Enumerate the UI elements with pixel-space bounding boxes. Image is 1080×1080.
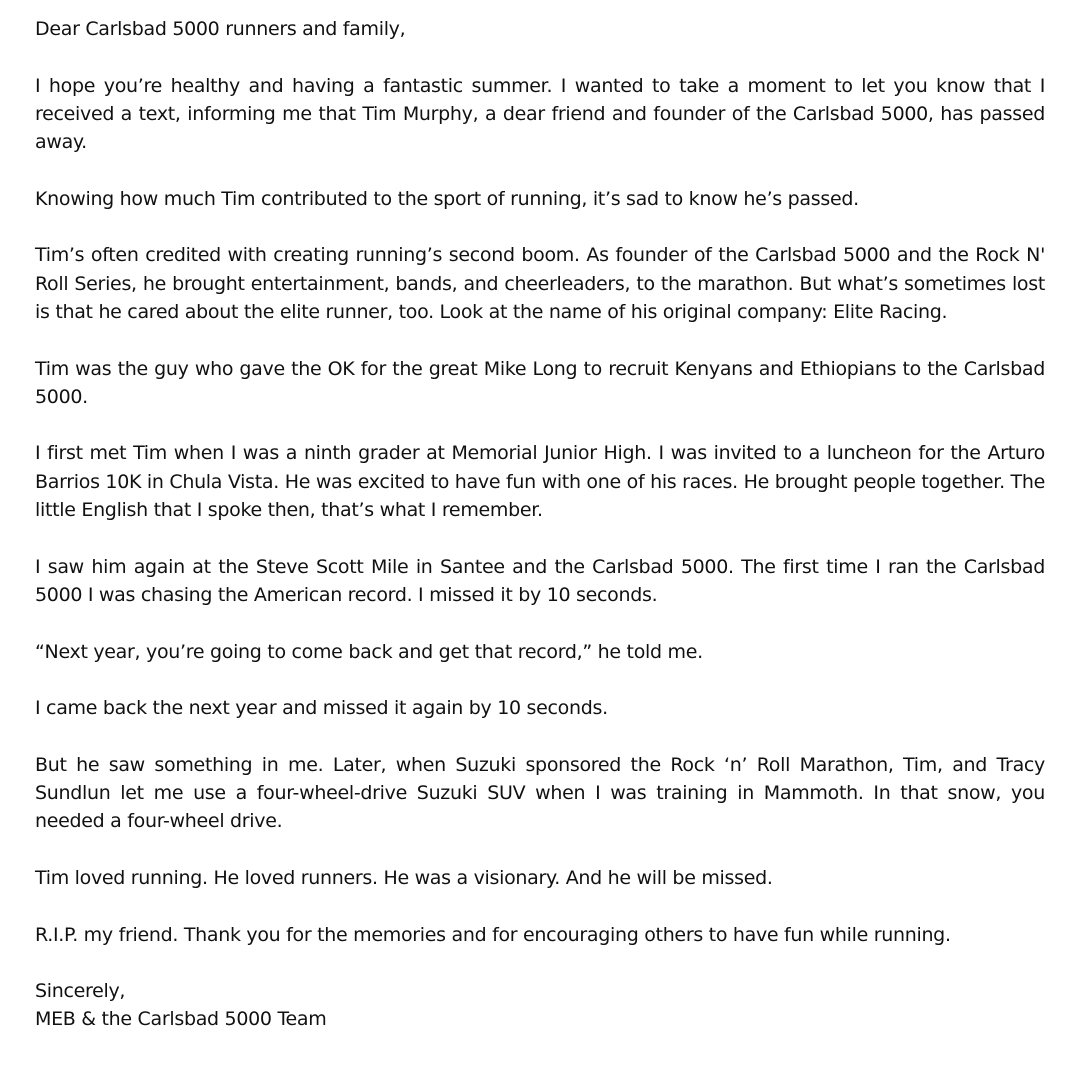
letter-body [35,15,1045,1034]
paragraph: Tim was the guy who gave the OK for the great Mike Long to recruit Kenyans and Ethiopians to the Carlsbad 5000. [35,357,1045,408]
paragraph: I first met Tim when I was a ninth grader at Memorial Junior High. I was invited to a luncheon for the Arturo Barrios 10K in Chula Vista. He was excited to have fun with one of his races. He brought people together. The little English that I spoke then, that’s what I remember. [35,442,1045,522]
paragraph: Tim’s often credited with creating running’s second boom. As founder of the Carlsbad 5000 and the Rock N' Roll Series, he brought entertainment, bands, and cheerleaders, to the marathon. But what’s sometimes lost is that he cared about the elite runner, too. Look at the name of his original company: Elite Racing. [35,244,1045,323]
paragraph: Knowing how much Tim contributed to the sport of running, it’s sad to know he’s passed. [35,187,859,210]
closing: Sincerely, [35,980,126,1003]
signature: MEB & the Carlsbad 5000 Team [35,1008,327,1031]
paragraph: Tim loved running. He loved runners. He was a visionary. And he will be missed. [35,866,773,889]
salutation: Dear Carlsbad 5000 runners and family, [35,18,406,40]
paragraph: But he saw something in me. Later, when Suzuki sponsored the Rock ‘n’ Roll Marathon, Tim, and Tracy Sundlun let me use a four-wheel-drive Suzuki SUV when I was training in Mammoth. In that snow, you needed a four-wheel drive. [35,753,1045,833]
paragraph: “Next year, you’re going to come back and get that record,” he told me. [35,640,703,663]
paragraph: I came back the next year and missed it again by 10 seconds. [35,697,608,720]
signoff [35,977,1045,1034]
paragraph: I saw him again at the Steve Scott Mile in Santee and the Carlsbad 5000. The first time I ran the Carlsbad 5000 I was chasing the American record. I missed it by 10 seconds. [35,555,1045,606]
paragraph: I hope you’re healthy and having a fantastic summer. I wanted to take a moment to let you know that I received a text, informing me that Tim Murphy, a dear friend and founder of the Carlsbad 5000, has passed away. [35,74,1045,154]
paragraph: R.I.P. my friend. Thank you for the memories and for encouraging others to have fun while running. [35,923,951,946]
